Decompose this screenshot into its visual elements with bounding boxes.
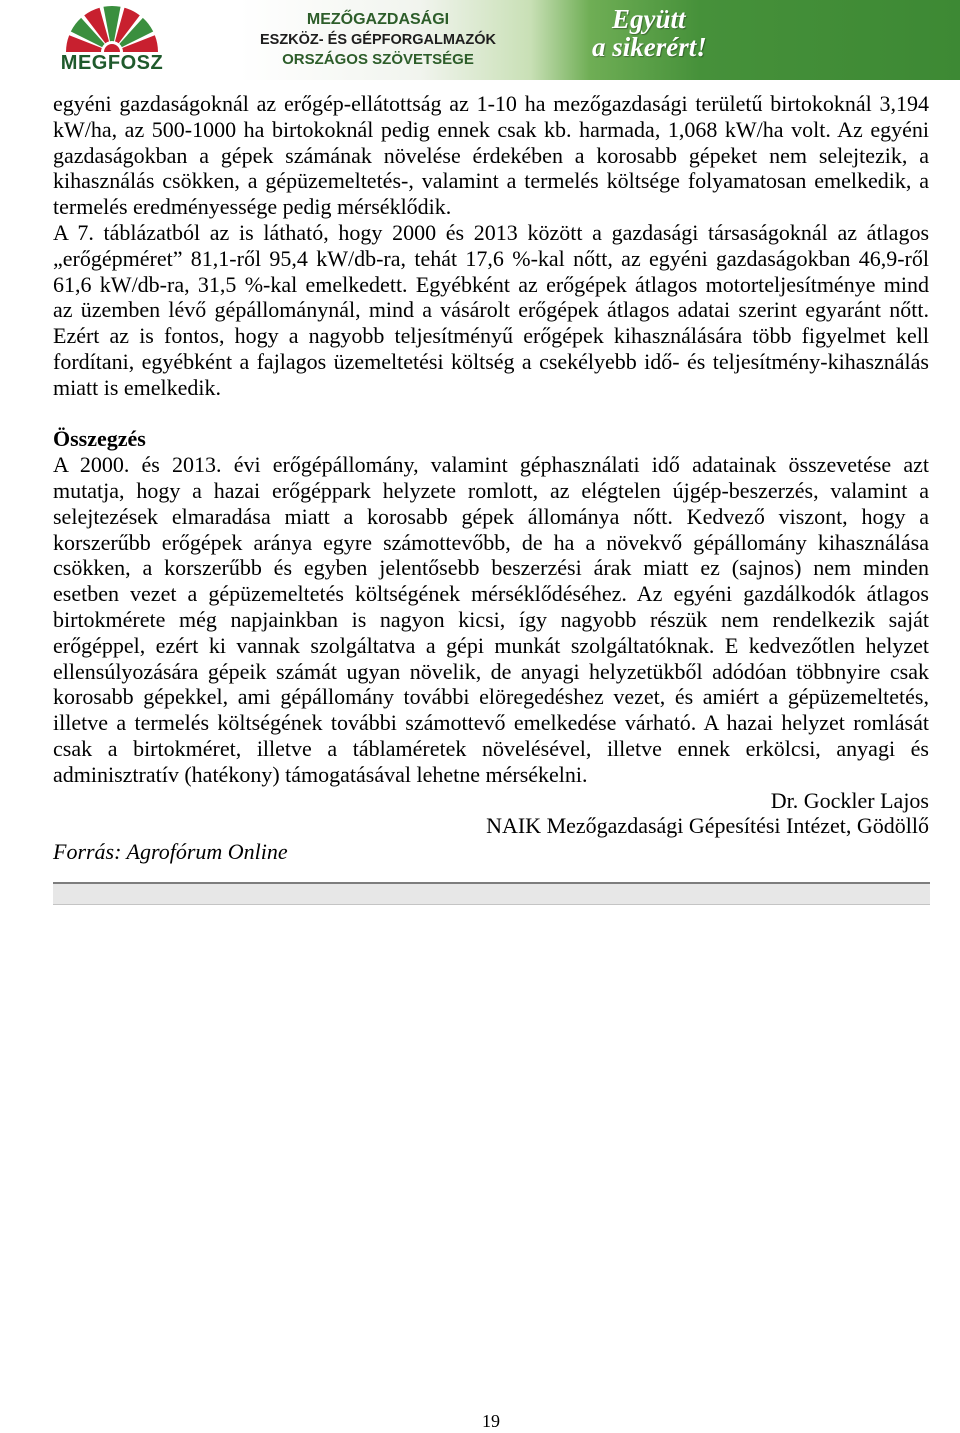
text-line: kW/ha, az 500-1000 ha birtokoknál pedig ennek csak kb. harmada, 1,068 kW/ha volt. Az egyéni — [53, 116, 929, 142]
author-affiliation: NAIK Mezőgazdasági Gépesítési Intézet, Gödöllő — [486, 813, 929, 839]
text-line: 61,6 kW/db-ra, 31,5 %-kal emelkedett. Egyébként az erőgépek átlagos motorteljesítménye mind — [53, 271, 929, 297]
logo-fan-icon — [62, 4, 162, 54]
spacer — [53, 401, 929, 427]
text-line: kihasználás csökken, a gépüzemeltetés-, valamint a termelés költsége folyamatosan emelkedik, a — [53, 168, 929, 194]
slogan-line-1: Együtt — [612, 4, 686, 34]
text-line: illetve a termelés költségének további számottevő emelkedése várható. A hazai helyzet romlását — [53, 710, 929, 736]
text-line: korosabb gépekkel, ami gépállomány további elöregedéshez vezet, és amiért a gépüzemeltetés, — [53, 684, 929, 710]
document-body — [53, 91, 929, 865]
text-line: mutatja, hogy a hazai erőgéppark helyzete romlott, az elégtelen újgép-beszerzés, valamint a — [53, 477, 929, 503]
text-line: termelés eredményessége pedig mérséklődik. — [53, 194, 452, 220]
text-line: ellensúlyozására gépeik számát ugyan növelik, de anyagi helyzetükből adódóan többnyire csak — [53, 658, 929, 684]
paragraph-2 — [53, 220, 929, 401]
text-line: csökken, a korszerűbb és egyben jelentősebb beszerzési árak miatt ez (sajnos) nem minden — [53, 555, 929, 581]
text-line: erőgéppel, ezért ki vannak szolgáltatva a gépi munkát szolgáltatóknak. E kedvezőtlen helyzet — [53, 632, 929, 658]
source-citation: Forrás: Agrofórum Online — [53, 839, 288, 865]
page-number: 19 — [482, 1411, 500, 1431]
text-line: egyéni gazdaságoknál az erőgép-ellátottság az 1-10 ha mezőgazdasági területű birtokoknál 3,194 — [53, 91, 929, 116]
text-line: csak a birtokméret, illetve a táblaméretek növelésével, illetve ennek erkölcsi, anyagi és — [53, 735, 929, 761]
footer-divider-bar — [53, 882, 930, 905]
logo-wordmark: MEGFOSZ — [60, 52, 164, 74]
text-line: birtokmérete még napjainkban is nagyon kicsi, így nagyobb részük nem rendelkezik saját — [53, 606, 929, 632]
slogan-line-2: a sikerért! — [592, 32, 707, 62]
text-line: fordítani, egyébként a fajlagos üzemeltetési költség a csekélyebb idő- és teljesítmény-kihasználás — [53, 348, 929, 374]
paragraph-1 — [53, 91, 929, 220]
text-line: A 7. táblázatból az is látható, hogy 2000 és 2013 között a gazdasági társaságoknál az átlagos — [53, 219, 929, 245]
text-line: esetben vezet a gépüzemeltetés költségének mérséklődéséhez. Az egyéni gazdálkodók átlagos — [53, 581, 929, 607]
text-line: Ezért az is fontos, hogy a nagyobb teljesítményű erőgépek kihasználására több figyelmet kell — [53, 323, 929, 349]
page-header — [0, 0, 960, 80]
logo-hub — [104, 44, 120, 52]
text-line: korszerűbb erőgépek aránya egyre számottevőbb, de ha a növekvő gépállomány kihasználása — [53, 529, 929, 555]
author-name: Dr. Gockler Lajos — [770, 787, 929, 813]
org-name-line-3: ORSZÁGOS SZÖVETSÉGE — [282, 51, 474, 68]
org-name-line-2: ESZKÖZ- ÉS GÉPFORGALMAZÓK — [259, 32, 497, 48]
org-name-line-1: MEZŐGAZDASÁGI — [306, 11, 450, 28]
organization-name — [228, 10, 528, 70]
summary-paragraph — [53, 452, 929, 787]
text-line: miatt is emelkedik. — [53, 374, 222, 400]
text-line: gazdaságokban a gépek számának növelése érdekében a korosabb gépeket nem selejtezik, a — [53, 142, 929, 168]
text-line: az üzemben lévő gépállománynál, mind a vásárolt erőgépek átlagos adatai szerint egyaránt nőtt. — [53, 297, 929, 323]
megfosz-logo — [58, 2, 166, 76]
text-line: „erőgépméret” 81,1-ről 95,4 kW/db-ra, tehát 17,6 %-kal nőtt, az egyéni gazdaságokban 46,9-ről — [53, 245, 929, 271]
text-line: A 2000. és 2013. évi erőgépállomány, valamint géphasználati idő adatainak összevetése azt — [53, 452, 929, 478]
text-line: selejtezések elmaradása miatt a korosabb gépek állománya nőtt. Kedvező viszont, hogy a — [53, 503, 929, 529]
text-line: adminisztratív (hatékony) támogatásával lehetne mérsékelni. — [53, 761, 588, 787]
summary-heading: Összegzés — [53, 426, 146, 452]
